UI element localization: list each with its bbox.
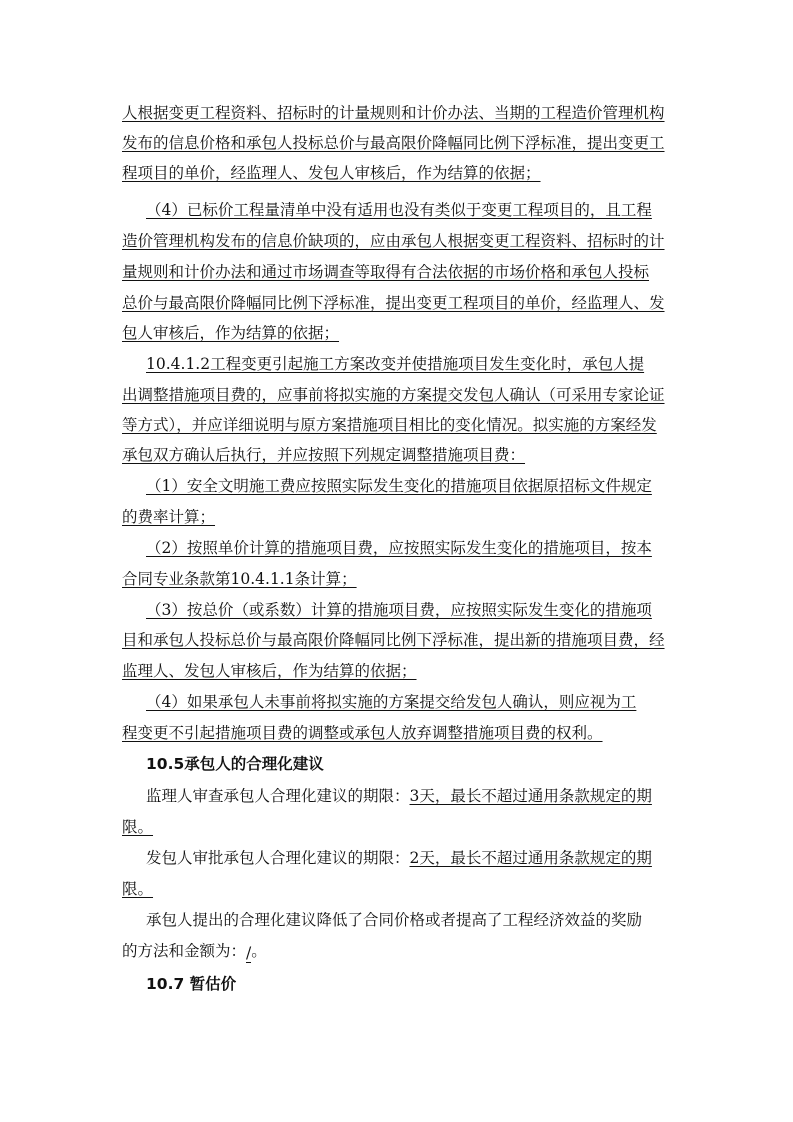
text-line: （4）如果承包人未事前将拟实施的方案提交给发包人确认，则应视为工 xyxy=(146,693,637,711)
text-line: 造价管理机构发布的信息价缺项的，应由承包人根据变更工程资料、招标时的计 xyxy=(122,232,665,250)
text-line: 包人审核后，作为结算的依据； xyxy=(122,324,340,342)
text-prefix: 的方法和金额为： xyxy=(122,942,247,960)
text-line xyxy=(122,941,682,963)
text-line xyxy=(146,848,682,870)
text-line: 出调整措施项目费的，应事前将拟实施的方案提交发包人确认（可采用专家论证 xyxy=(122,386,665,404)
text-line: 总价与最高限价降幅同比例下浮标准，提出变更工程项目的单价，经监理人、发 xyxy=(122,294,665,312)
text-line: 等方式），并应详细说明与原方案措施项目相比的变化情况。拟实施的方案经发 xyxy=(122,416,657,434)
section-heading: 10.5承包人的合理化建议 xyxy=(146,755,324,773)
text-line: 目和承包人投标总价与最高限价降幅同比例下浮标准，提出新的措施项目费，经 xyxy=(122,631,665,649)
text-line: 承包双方确认后执行，并应按照下列规定调整措施项目费： xyxy=(122,446,526,464)
text-line: （2）按照单价计算的措施项目费，应按照实际发生变化的措施项目，按本 xyxy=(146,539,652,557)
text-line: 限。 xyxy=(122,880,154,898)
amount-blank-field: / xyxy=(246,944,252,962)
text-prefix: 监理人审查承包人合理化建议的期限： xyxy=(146,787,410,805)
text-line: 量规则和计价办法和通过市场调查等取得有合法依据的市场价格和承包人投标 xyxy=(122,263,650,281)
text-prefix: 发包人审批承包人合理化建议的期限： xyxy=(146,849,410,867)
text-suffix: 。 xyxy=(251,942,267,960)
text-line: （3）按总价（或系数）计算的措施项目费，应按照实际发生变化的措施项 xyxy=(146,601,652,619)
text-line: （4）已标价工程量清单中没有适用也没有类似于变更工程项目的，且工程 xyxy=(146,201,652,219)
text-line: 合同专业条款第10.4.1.1条计算； xyxy=(122,570,357,588)
text-line: 10.4.1.2工程变更引起施工方案改变并使措施项目发生变化时，承包人提 xyxy=(146,355,645,373)
text-line: 监理人、发包人审核后，作为结算的依据； xyxy=(122,662,417,680)
section-heading: 10.7 暂估价 xyxy=(146,975,237,993)
text-line: 限。 xyxy=(122,818,154,836)
text-line: 发布的信息价格和承包人投标总价与最高限价降幅同比例下浮标准，提出变更工 xyxy=(122,134,665,152)
period-value: 2天，最长不超过通用条款规定的期 xyxy=(409,849,652,867)
text-line: （1）安全文明施工费应按照实际发生变化的措施项目依据原招标文件规定 xyxy=(146,477,652,495)
text-line: 程变更不引起措施项目费的调整或承包人放弃调整措施项目费的权利。 xyxy=(122,724,603,742)
text-line: 的费率计算； xyxy=(122,508,216,526)
period-value: 3天，最长不超过通用条款规定的期 xyxy=(409,787,652,805)
text-line xyxy=(146,786,682,808)
text-line: 人根据变更工程资料、招标时的计量规则和计价办法、当期的工程造价管理机构 xyxy=(122,104,665,122)
text-line: 承包人提出的合理化建议降低了合同价格或者提高了工程经济效益的奖励 xyxy=(146,911,643,929)
text-line: 程项目的单价，经监理人、发包人审核后，作为结算的依据； xyxy=(122,164,541,182)
